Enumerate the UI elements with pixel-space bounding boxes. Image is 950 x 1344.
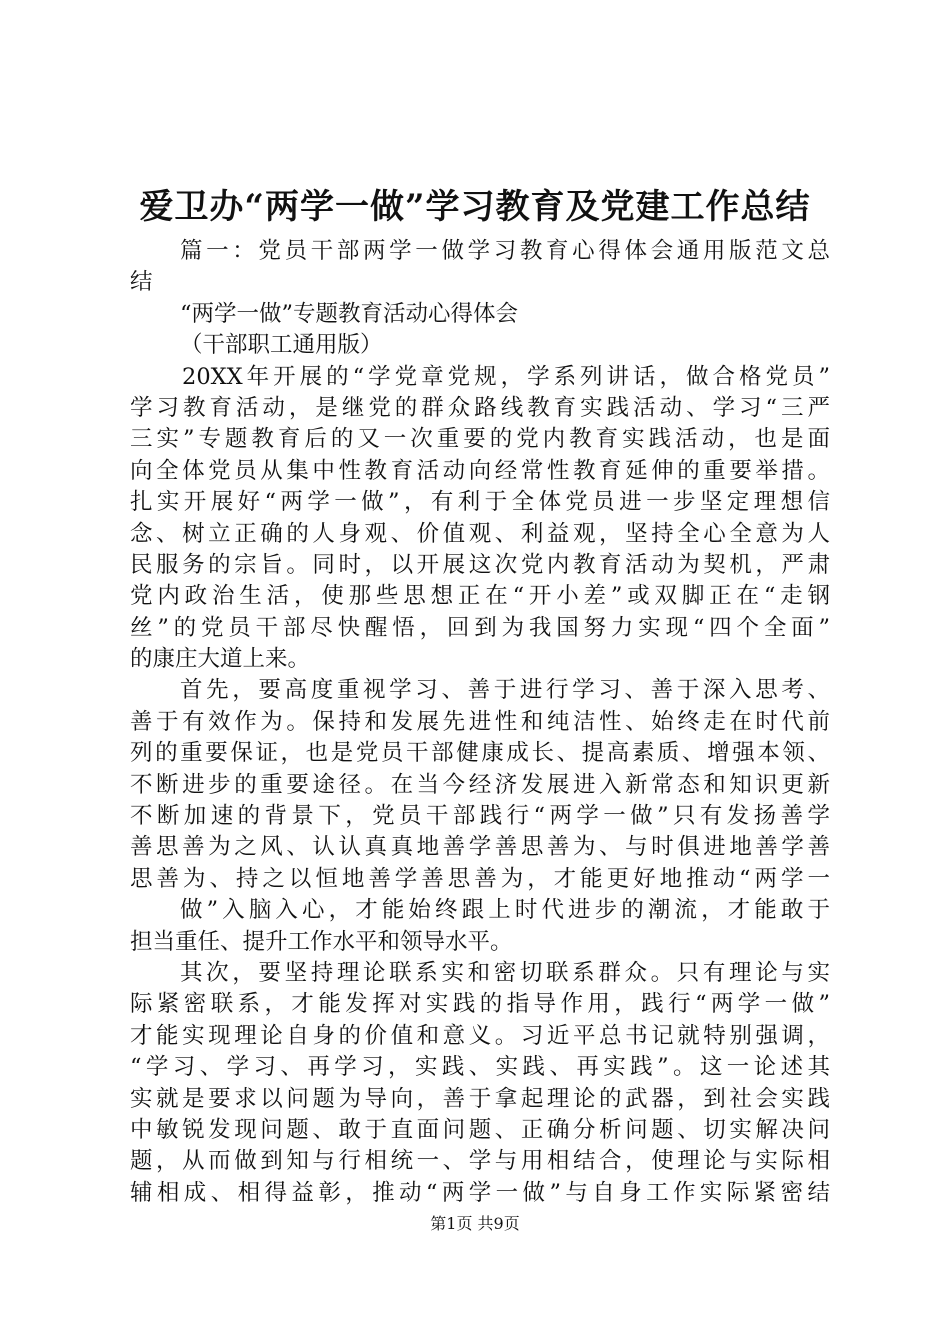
text-line: 其次，要坚持理论联系实和密切联系群众。只有理论与实 <box>180 959 830 986</box>
text-line: 丝”的党员干部尽快醒悟，回到为我国努力实现“四个全面” <box>130 614 830 641</box>
page-number-footer: 第1页 共9页 <box>430 1214 520 1233</box>
document-body <box>130 236 830 1209</box>
text-line: 不断进步的重要途径。在当今经济发展进入新常态和知识更新 <box>130 771 830 798</box>
text-line: 做”入脑入心，才能始终跟上时代进步的潮流，才能敢于 <box>180 897 830 924</box>
text-line: 善于有效作为。保持和发展先进性和纯洁性、始终走在时代前 <box>130 708 830 735</box>
text-line: 学习教育活动，是继党的群众路线教育实践活动、学习“三严 <box>130 394 830 421</box>
text-line: 三实”专题教育后的又一次重要的党内教育实践活动，也是面 <box>130 426 830 453</box>
text-line: 党内政治生活，使那些思想正在“开小差”或双脚正在“走钢 <box>130 583 830 610</box>
text-line: 篇一：党员干部两学一做学习教育心得体会通用版范文总 <box>180 238 830 264</box>
text-line: 实就是要求以问题为导向，善于拿起理论的武器，到社会实践 <box>130 1085 830 1112</box>
document-title: 爱卫办“两学一做”学习教育及党建工作总结 <box>139 187 811 227</box>
text-line: 念、树立正确的人身观、价值观、利益观，坚持全心全意为人 <box>130 520 830 547</box>
text-line: 20XX年开展的“学党章党规，学系列讲话，做合格党员” <box>182 363 830 390</box>
text-line: 题，从而做到知与行相统一、学与用相结合，使理论与实际相 <box>130 1148 830 1175</box>
text-line: 民服务的宗旨。同时，以开展这次党内教育活动为契机，严肃 <box>130 551 830 578</box>
text-line: 结 <box>130 269 153 296</box>
text-line: 中敏锐发现问题、敢于直面问题、正确分析问题、切实解决问 <box>130 1116 830 1143</box>
text-line: （干部职工通用版） <box>180 332 383 359</box>
text-line: 不断加速的背景下，党员干部践行“两学一做”只有发扬善学 <box>130 803 830 830</box>
text-line: 担当重任、提升工作水平和领导水平。 <box>130 928 513 955</box>
text-line: 的康庄大道上来。 <box>130 646 311 673</box>
text-line: 才能实现理论自身的价值和意义。习近平总书记就特别强调， <box>130 1022 830 1049</box>
text-line: “两学一做”专题教育活动心得体会 <box>180 300 519 327</box>
text-line: 思善为、持之以恒地善学善思善为，才能更好地推动“两学一 <box>130 865 830 892</box>
text-line: 际紧密联系，才能发挥对实践的指导作用，践行“两学一做” <box>130 991 830 1018</box>
text-line: 扎实开展好“两学一做”，有利于全体党员进一步坚定理想信 <box>130 489 830 516</box>
text-line: 辅相成、相得益彰，推动“两学一做”与自身工作实际紧密结 <box>130 1179 830 1206</box>
text-line: 首先，要高度重视学习、善于进行学习、善于深入思考、 <box>180 677 830 704</box>
text-line: 善思善为之风、认认真真地善学善思善为、与时俱进地善学善 <box>130 834 830 861</box>
text-line: 向全体党员从集中性教育活动向经常性教育延伸的重要举措。 <box>130 457 830 484</box>
text-line: “学习、学习、再学习，实践、实践、再实践”。这一论述其 <box>130 1054 830 1081</box>
text-line: 列的重要保证，也是党员干部健康成长、提高素质、增强本领、 <box>130 740 830 767</box>
